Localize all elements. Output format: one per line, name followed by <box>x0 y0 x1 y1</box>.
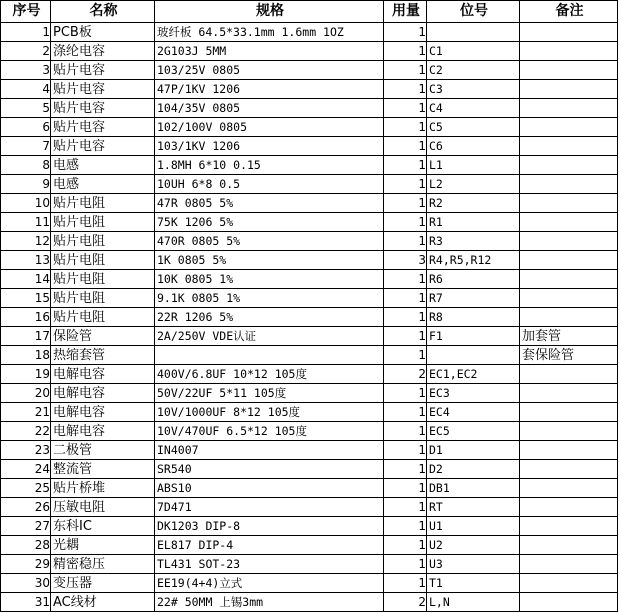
cell-spec[interactable] <box>155 346 384 365</box>
cell-pos[interactable]: C3 <box>427 80 520 99</box>
cell-note[interactable] <box>520 23 618 42</box>
cell-spec[interactable]: 10V/1000UF 8*12 105度 <box>155 403 384 422</box>
cell-qty[interactable]: 1 <box>384 479 427 498</box>
cell-spec[interactable]: 103/25V 0805 <box>155 61 384 80</box>
cell-qty[interactable]: 1 <box>384 289 427 308</box>
cell-qty[interactable]: 1 <box>384 137 427 156</box>
cell-seq[interactable]: 20 <box>1 384 51 403</box>
cell-note[interactable] <box>520 441 618 460</box>
cell-name[interactable]: 贴片电阻 <box>51 232 155 251</box>
table-row[interactable] <box>1 194 618 213</box>
table-row[interactable] <box>1 346 618 365</box>
cell-note[interactable] <box>520 308 618 327</box>
cell-name[interactable]: AC线材 <box>51 593 155 612</box>
cell-qty[interactable]: 1 <box>384 42 427 61</box>
table-row[interactable] <box>1 175 618 194</box>
cell-note[interactable] <box>520 137 618 156</box>
cell-spec[interactable]: 102/100V 0805 <box>155 118 384 137</box>
cell-pos[interactable]: T1 <box>427 574 520 593</box>
table-row[interactable] <box>1 80 618 99</box>
table-row[interactable] <box>1 479 618 498</box>
cell-name[interactable]: 贴片电阻 <box>51 251 155 270</box>
cell-pos[interactable]: R4,R5,R12 <box>427 251 520 270</box>
cell-name[interactable]: 光耦 <box>51 536 155 555</box>
table-row[interactable] <box>1 118 618 137</box>
cell-pos[interactable]: U1 <box>427 517 520 536</box>
cell-pos[interactable]: L1 <box>427 156 520 175</box>
cell-spec[interactable]: 7D471 <box>155 498 384 517</box>
cell-qty[interactable]: 1 <box>384 175 427 194</box>
table-row[interactable] <box>1 99 618 118</box>
table-row[interactable] <box>1 593 618 612</box>
cell-qty[interactable]: 1 <box>384 194 427 213</box>
table-row[interactable] <box>1 308 618 327</box>
cell-spec[interactable]: 10K 0805 1% <box>155 270 384 289</box>
cell-seq[interactable]: 12 <box>1 232 51 251</box>
cell-pos[interactable]: R7 <box>427 289 520 308</box>
cell-qty[interactable]: 1 <box>384 61 427 80</box>
cell-name[interactable]: 电解电容 <box>51 384 155 403</box>
cell-name[interactable]: 电感 <box>51 175 155 194</box>
cell-pos[interactable] <box>427 346 520 365</box>
cell-qty[interactable]: 1 <box>384 99 427 118</box>
cell-note[interactable] <box>520 213 618 232</box>
cell-spec[interactable]: ABS10 <box>155 479 384 498</box>
cell-name[interactable]: 贴片电阻 <box>51 213 155 232</box>
cell-qty[interactable]: 1 <box>384 517 427 536</box>
cell-note[interactable] <box>520 403 618 422</box>
cell-name[interactable]: 压敏电阻 <box>51 498 155 517</box>
cell-seq[interactable]: 25 <box>1 479 51 498</box>
cell-spec[interactable]: DK1203 DIP-8 <box>155 517 384 536</box>
cell-qty[interactable]: 1 <box>384 574 427 593</box>
cell-seq[interactable]: 2 <box>1 42 51 61</box>
cell-name[interactable]: 整流管 <box>51 460 155 479</box>
cell-pos[interactable]: DB1 <box>427 479 520 498</box>
table-row[interactable] <box>1 365 618 384</box>
cell-note[interactable] <box>520 118 618 137</box>
table-row[interactable] <box>1 555 618 574</box>
table-row[interactable] <box>1 536 618 555</box>
cell-spec[interactable]: 10UH 6*8 0.5 <box>155 175 384 194</box>
header-name: 名称 <box>51 1 155 23</box>
cell-name[interactable]: 贴片电容 <box>51 118 155 137</box>
cell-note[interactable] <box>520 422 618 441</box>
cell-name[interactable]: PCB板 <box>51 23 155 42</box>
cell-name[interactable]: 贴片电阻 <box>51 270 155 289</box>
cell-seq[interactable]: 4 <box>1 80 51 99</box>
header-row <box>1 1 618 23</box>
table-row[interactable] <box>1 574 618 593</box>
cell-seq[interactable]: 7 <box>1 137 51 156</box>
cell-qty[interactable]: 1 <box>384 213 427 232</box>
cell-seq[interactable]: 17 <box>1 327 51 346</box>
cell-seq[interactable]: 23 <box>1 441 51 460</box>
cell-seq[interactable]: 26 <box>1 498 51 517</box>
cell-spec[interactable]: 50V/22UF 5*11 105度 <box>155 384 384 403</box>
cell-name[interactable]: 东科IC <box>51 517 155 536</box>
cell-seq[interactable]: 11 <box>1 213 51 232</box>
cell-seq[interactable]: 5 <box>1 99 51 118</box>
cell-pos[interactable]: R2 <box>427 194 520 213</box>
cell-spec[interactable]: 104/35V 0805 <box>155 99 384 118</box>
cell-name[interactable]: 电解电容 <box>51 403 155 422</box>
header-pos: 位号 <box>427 1 520 23</box>
cell-note[interactable] <box>520 42 618 61</box>
cell-pos[interactable]: C4 <box>427 99 520 118</box>
cell-spec[interactable]: 22R 1206 5% <box>155 308 384 327</box>
cell-note[interactable] <box>520 289 618 308</box>
cell-name[interactable]: 电解电容 <box>51 422 155 441</box>
table-row[interactable] <box>1 422 618 441</box>
table-row[interactable] <box>1 289 618 308</box>
cell-qty[interactable]: 1 <box>384 384 427 403</box>
table-row[interactable] <box>1 61 618 80</box>
cell-note[interactable] <box>520 99 618 118</box>
table-row[interactable] <box>1 213 618 232</box>
cell-note[interactable]: 加套管 <box>520 327 618 346</box>
table-row[interactable] <box>1 156 618 175</box>
cell-qty[interactable]: 1 <box>384 308 427 327</box>
cell-spec[interactable]: IN4007 <box>155 441 384 460</box>
cell-note[interactable] <box>520 251 618 270</box>
header-qty: 用量 <box>384 1 427 23</box>
cell-seq[interactable]: 13 <box>1 251 51 270</box>
cell-seq[interactable]: 30 <box>1 574 51 593</box>
cell-pos[interactable]: C5 <box>427 118 520 137</box>
cell-seq[interactable]: 1 <box>1 23 51 42</box>
cell-qty[interactable]: 1 <box>384 327 427 346</box>
cell-seq[interactable]: 31 <box>1 593 51 612</box>
cell-seq[interactable]: 10 <box>1 194 51 213</box>
header-seq: 序号 <box>1 1 51 23</box>
cell-pos[interactable]: EC1,EC2 <box>427 365 520 384</box>
cell-seq[interactable]: 19 <box>1 365 51 384</box>
cell-qty[interactable]: 2 <box>384 593 427 612</box>
cell-seq[interactable]: 22 <box>1 422 51 441</box>
table-row[interactable] <box>1 441 618 460</box>
cell-spec[interactable]: 47P/1KV 1206 <box>155 80 384 99</box>
table-row[interactable] <box>1 270 618 289</box>
cell-note[interactable] <box>520 80 618 99</box>
cell-seq[interactable]: 14 <box>1 270 51 289</box>
cell-seq[interactable]: 21 <box>1 403 51 422</box>
table-row[interactable] <box>1 137 618 156</box>
cell-seq[interactable]: 28 <box>1 536 51 555</box>
cell-spec[interactable]: 400V/6.8UF 10*12 105度 <box>155 365 384 384</box>
cell-seq[interactable]: 16 <box>1 308 51 327</box>
cell-pos[interactable]: D1 <box>427 441 520 460</box>
cell-name[interactable]: 电解电容 <box>51 365 155 384</box>
cell-spec[interactable]: 75K 1206 5% <box>155 213 384 232</box>
cell-qty[interactable]: 1 <box>384 118 427 137</box>
table-row[interactable] <box>1 498 618 517</box>
cell-qty[interactable]: 1 <box>384 156 427 175</box>
cell-seq[interactable]: 3 <box>1 61 51 80</box>
cell-spec[interactable]: 1.8MH 6*10 0.15 <box>155 156 384 175</box>
cell-name[interactable]: 电感 <box>51 156 155 175</box>
header-note: 备注 <box>520 1 618 23</box>
cell-spec[interactable]: 2G103J 5MM <box>155 42 384 61</box>
cell-qty[interactable]: 1 <box>384 460 427 479</box>
table-row[interactable] <box>1 23 618 42</box>
cell-qty[interactable]: 1 <box>384 80 427 99</box>
cell-pos[interactable]: U2 <box>427 536 520 555</box>
cell-pos[interactable] <box>427 23 520 42</box>
cell-seq[interactable]: 15 <box>1 289 51 308</box>
table-row[interactable] <box>1 232 618 251</box>
cell-seq[interactable]: 18 <box>1 346 51 365</box>
cell-spec[interactable]: 1K 0805 5% <box>155 251 384 270</box>
cell-qty[interactable]: 2 <box>384 365 427 384</box>
table-row[interactable] <box>1 251 618 270</box>
cell-note[interactable]: 套保险管 <box>520 346 618 365</box>
table-row[interactable] <box>1 384 618 403</box>
cell-spec[interactable]: SR540 <box>155 460 384 479</box>
cell-name[interactable]: 热缩套管 <box>51 346 155 365</box>
cell-spec[interactable]: 103/1KV 1206 <box>155 137 384 156</box>
cell-seq[interactable]: 6 <box>1 118 51 137</box>
cell-pos[interactable]: EC3 <box>427 384 520 403</box>
cell-qty[interactable]: 1 <box>384 346 427 365</box>
table-row[interactable] <box>1 403 618 422</box>
cell-name[interactable]: 贴片电阻 <box>51 289 155 308</box>
cell-seq[interactable]: 8 <box>1 156 51 175</box>
cell-pos[interactable]: RT <box>427 498 520 517</box>
cell-name[interactable]: 涤纶电容 <box>51 42 155 61</box>
cell-pos[interactable]: R8 <box>427 308 520 327</box>
cell-pos[interactable]: L,N <box>427 593 520 612</box>
cell-pos[interactable]: R6 <box>427 270 520 289</box>
cell-note[interactable] <box>520 61 618 80</box>
cell-spec[interactable]: 22# 50MM 上锡3mm <box>155 593 384 612</box>
cell-qty[interactable]: 3 <box>384 251 427 270</box>
cell-name[interactable]: 贴片电容 <box>51 61 155 80</box>
cell-name[interactable]: 精密稳压 <box>51 555 155 574</box>
cell-qty[interactable]: 1 <box>384 536 427 555</box>
cell-name[interactable]: 变压器 <box>51 574 155 593</box>
cell-spec[interactable]: TL431 SOT-23 <box>155 555 384 574</box>
cell-pos[interactable]: R3 <box>427 232 520 251</box>
cell-pos[interactable]: C2 <box>427 61 520 80</box>
cell-spec[interactable]: EL817 DIP-4 <box>155 536 384 555</box>
cell-seq[interactable]: 24 <box>1 460 51 479</box>
cell-note[interactable] <box>520 194 618 213</box>
cell-name[interactable]: 贴片电容 <box>51 80 155 99</box>
cell-pos[interactable]: EC5 <box>427 422 520 441</box>
cell-qty[interactable]: 1 <box>384 232 427 251</box>
cell-pos[interactable]: L2 <box>427 175 520 194</box>
cell-name[interactable]: 保险管 <box>51 327 155 346</box>
table-row[interactable] <box>1 460 618 479</box>
table-row[interactable] <box>1 327 618 346</box>
table-row[interactable] <box>1 42 618 61</box>
cell-spec[interactable]: 2A/250V VDE认证 <box>155 327 384 346</box>
cell-note[interactable] <box>520 574 618 593</box>
cell-pos[interactable]: F1 <box>427 327 520 346</box>
cell-seq[interactable]: 9 <box>1 175 51 194</box>
cell-note[interactable] <box>520 593 618 612</box>
cell-spec[interactable]: EE19(4+4)立式 <box>155 574 384 593</box>
cell-note[interactable] <box>520 479 618 498</box>
cell-spec[interactable]: 47R 0805 5% <box>155 194 384 213</box>
cell-seq[interactable]: 27 <box>1 517 51 536</box>
cell-pos[interactable]: C1 <box>427 42 520 61</box>
cell-pos[interactable]: D2 <box>427 460 520 479</box>
cell-qty[interactable]: 1 <box>384 270 427 289</box>
bom-body <box>1 23 618 612</box>
table-row[interactable] <box>1 517 618 536</box>
cell-note[interactable] <box>520 384 618 403</box>
cell-name[interactable]: 贴片电阻 <box>51 308 155 327</box>
cell-qty[interactable]: 1 <box>384 441 427 460</box>
cell-note[interactable] <box>520 175 618 194</box>
cell-note[interactable] <box>520 156 618 175</box>
cell-spec[interactable]: 10V/470UF 6.5*12 105度 <box>155 422 384 441</box>
cell-note[interactable] <box>520 555 618 574</box>
cell-note[interactable] <box>520 270 618 289</box>
cell-pos[interactable]: U3 <box>427 555 520 574</box>
cell-note[interactable] <box>520 536 618 555</box>
cell-qty[interactable]: 1 <box>384 422 427 441</box>
cell-qty[interactable]: 1 <box>384 498 427 517</box>
cell-pos[interactable]: EC4 <box>427 403 520 422</box>
cell-spec[interactable]: 9.1K 0805 1% <box>155 289 384 308</box>
cell-name[interactable]: 贴片电阻 <box>51 194 155 213</box>
cell-note[interactable] <box>520 498 618 517</box>
cell-note[interactable] <box>520 460 618 479</box>
cell-note[interactable] <box>520 232 618 251</box>
cell-note[interactable] <box>520 365 618 384</box>
cell-spec[interactable]: 470R 0805 5% <box>155 232 384 251</box>
cell-qty[interactable]: 1 <box>384 23 427 42</box>
cell-pos[interactable]: C6 <box>427 137 520 156</box>
cell-seq[interactable]: 29 <box>1 555 51 574</box>
cell-qty[interactable]: 1 <box>384 403 427 422</box>
cell-name[interactable]: 贴片电容 <box>51 99 155 118</box>
cell-name[interactable]: 贴片电容 <box>51 137 155 156</box>
cell-name[interactable]: 二极管 <box>51 441 155 460</box>
cell-spec[interactable]: 玻纤板 64.5*33.1mm 1.6mm 1OZ <box>155 23 384 42</box>
cell-note[interactable] <box>520 517 618 536</box>
header-spec: 规格 <box>155 1 384 23</box>
cell-pos[interactable]: R1 <box>427 213 520 232</box>
cell-name[interactable]: 贴片桥堆 <box>51 479 155 498</box>
cell-qty[interactable]: 1 <box>384 555 427 574</box>
